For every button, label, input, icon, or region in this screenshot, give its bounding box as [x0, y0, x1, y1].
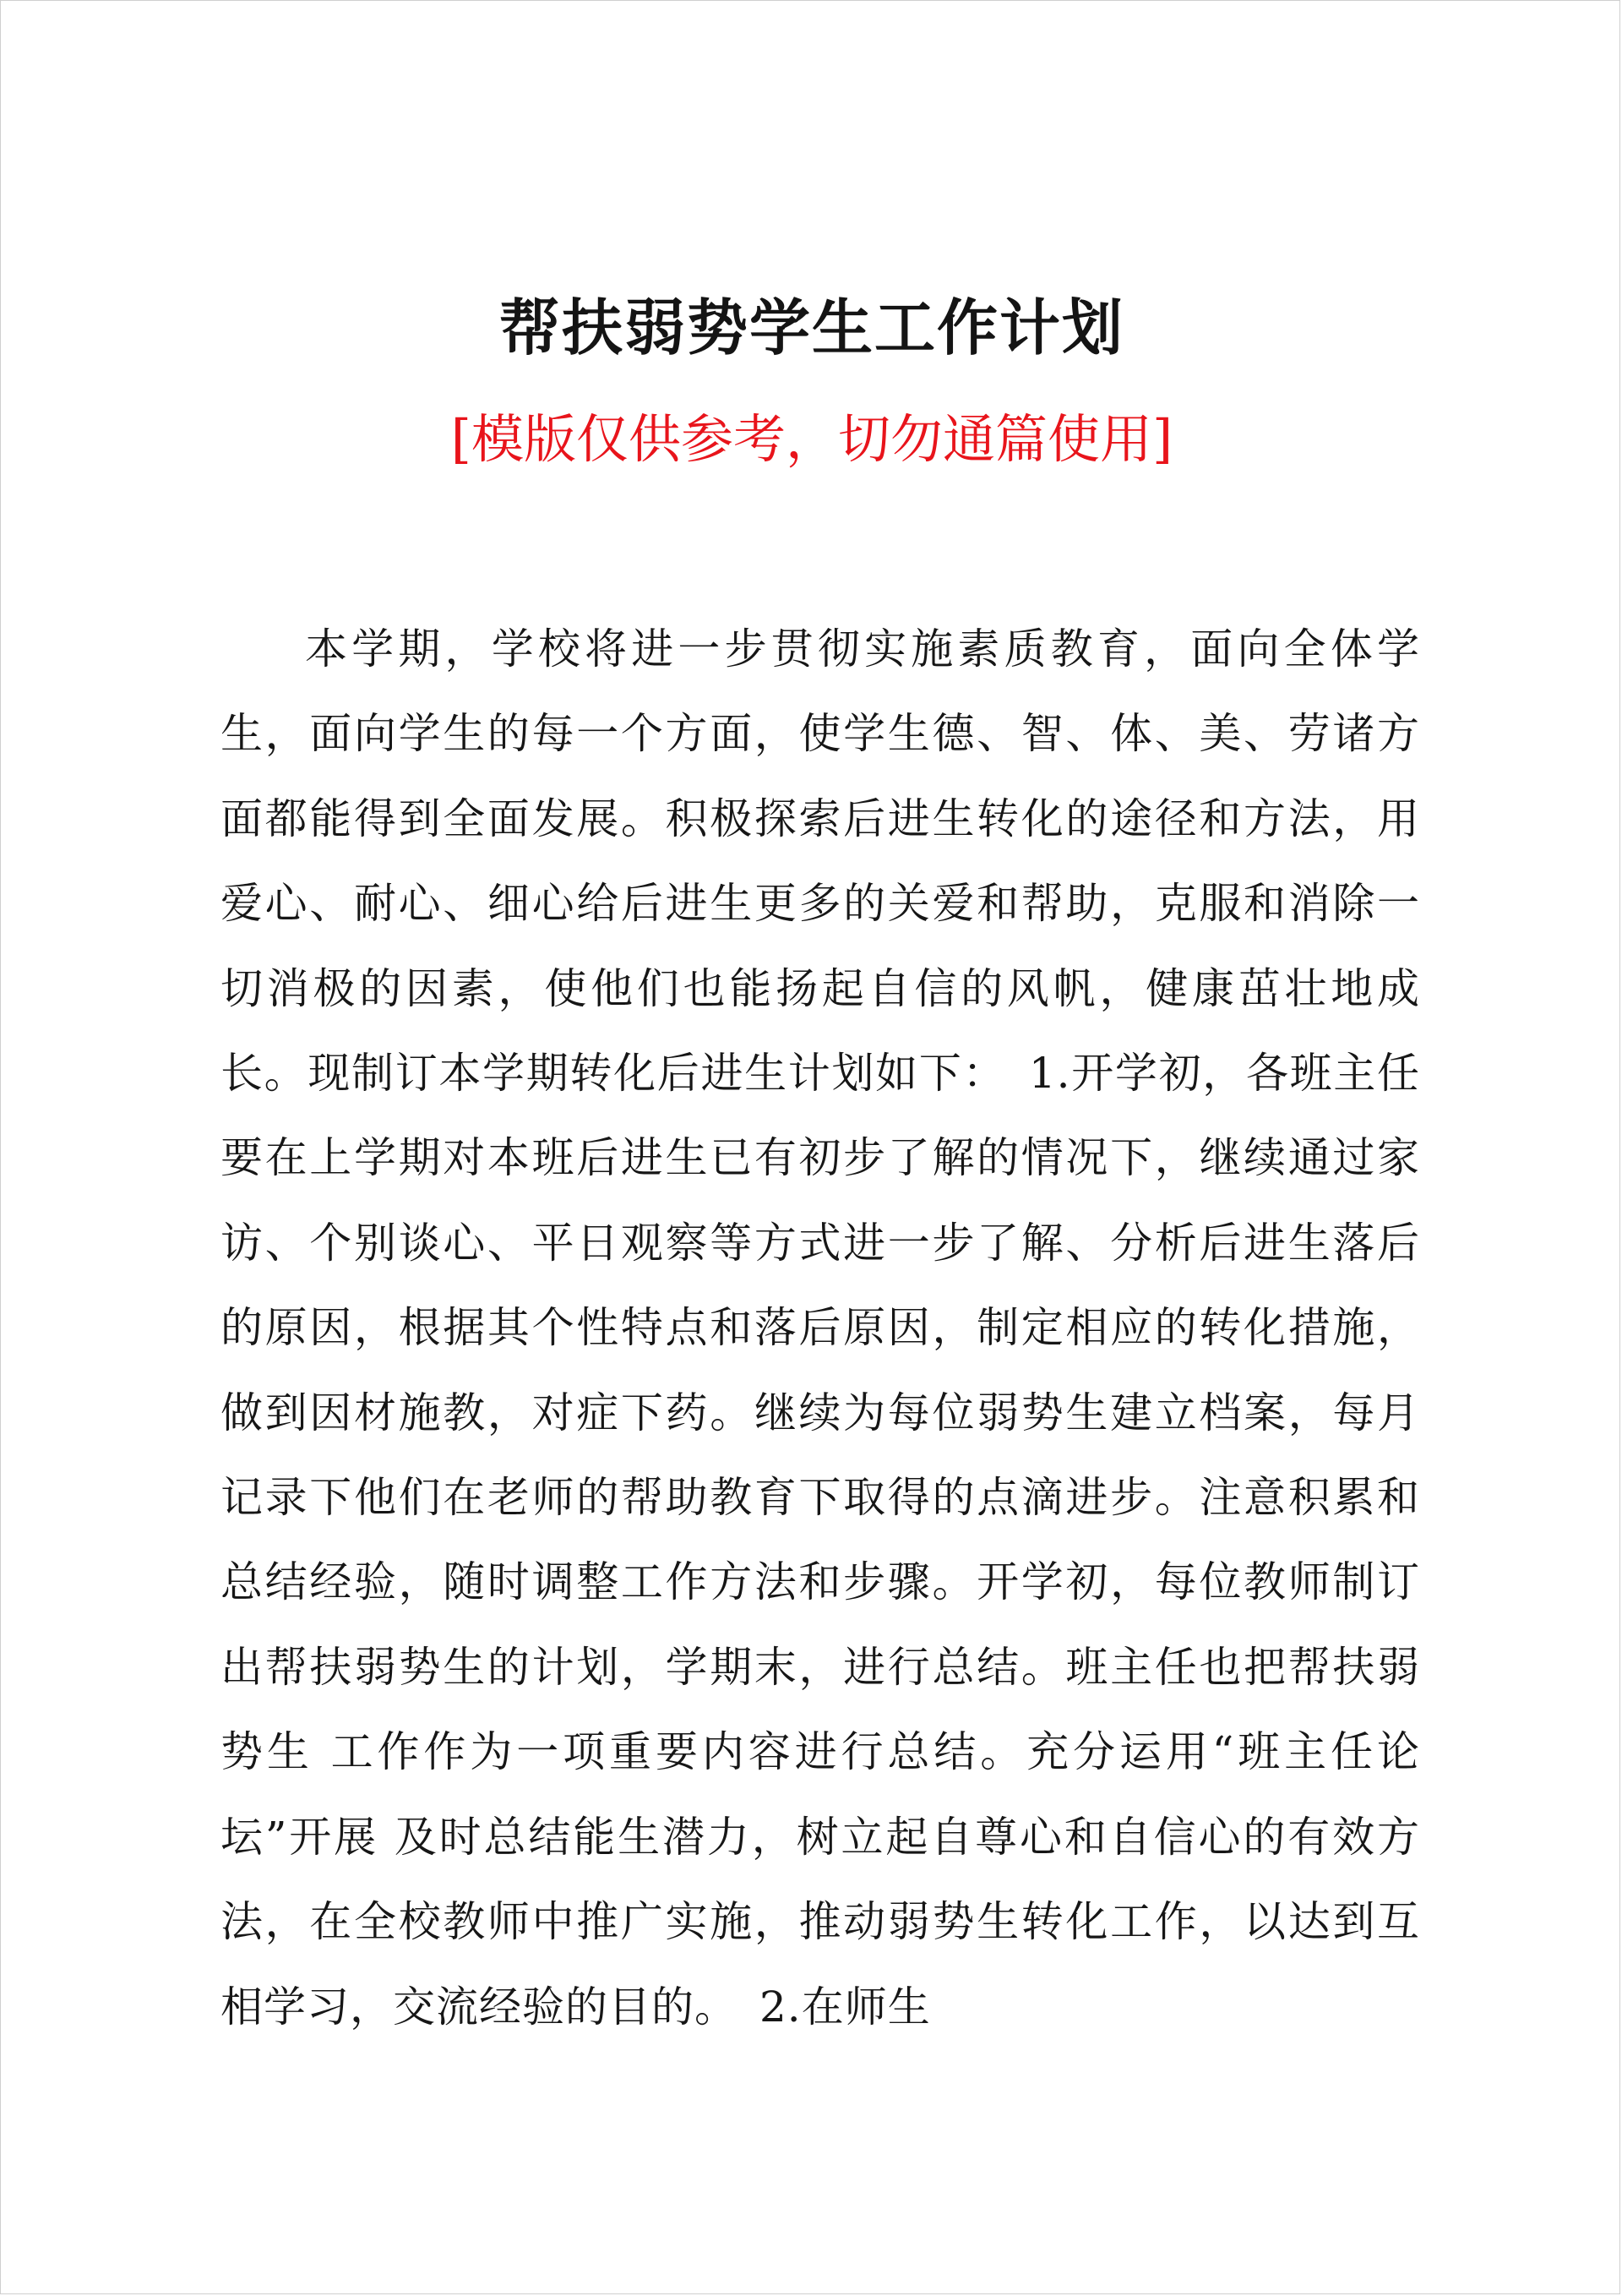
document-title: 帮扶弱势学生工作计划: [498, 292, 1124, 363]
body-paragraph: 本学期，学校将进一步贯彻实施素质教育，面向全体学生，面向学生的每一个方面，使学生德、智、体、美、劳诸方面都能得到全面发展。积极探索后进生转化的途径和方法，用爱心、耐心、细心给后进生更多的关爱和帮助，克服和消除一切消极的因素，使他们也能扬起自信的风帆，健康茁壮地成长。现制订本学期转化后进生计划如下： 1.开学初，各班主任要在上学期对本班后进生已有初步了解的情况下，继续通过家访、个别谈心、平日观察等方式进一步了解、分析后进生落后的原因，根据其个性特点和落后原因，制定相应的转化措施，做到因材施教，对症下药。继续为每位弱势生建立档案，每月记录下他们在老师的帮助教育下取得的点滴进步。注意积累和总结经验，随时调整工作方法和步骤。开学初，每位教师制订出帮扶弱势生的计划，学期末，进行总结。班主任也把帮扶弱势生 工作作为一项重要内容进行总结。充分运用“班主任论坛”开展 及时总结能生潜力，树立起自尊心和自信心的有效方法，在全校教师中推广实施，推动弱势生转化工作，以达到互相学习，交流经验的目的。 2.在师生: [220, 624, 1420, 2031]
template-notice: [模版仅供参考，切勿通篇使用]: [450, 408, 1173, 470]
